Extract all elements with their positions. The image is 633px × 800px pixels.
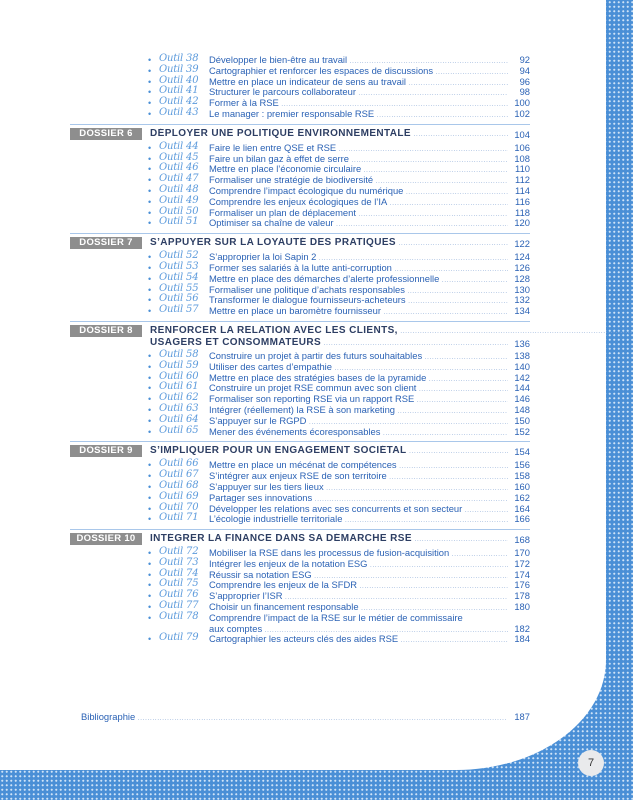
toc-item[interactable]: [70, 490, 530, 504]
toc-item[interactable]: [70, 106, 530, 120]
outil-number: Outil 61: [159, 381, 199, 393]
toc-item[interactable]: [70, 359, 530, 373]
outil-number: Outil 58: [159, 348, 199, 360]
toc-item[interactable]: [70, 260, 530, 274]
toc-item-title: S’appuyer sur les tiers lieux .....: [209, 482, 508, 495]
toc-item-page: 124: [514, 251, 530, 263]
outil-number: Outil 55: [159, 282, 199, 294]
toc-item-title: Formaliser son reporting RSE via un rapport RSE .....: [209, 394, 508, 407]
dossier-title-line2: USAGERS ET CONSOMMATEURS .....: [150, 337, 508, 350]
toc-item[interactable]: [70, 98, 530, 109]
outil-number: Outil 46: [159, 162, 199, 174]
dossier-page: 168: [514, 534, 530, 546]
outil-number: Outil 71: [159, 512, 199, 524]
toc-item-title: Mener des événements écoresponsables .....: [209, 427, 508, 440]
bullet-icon: •: [148, 164, 152, 175]
toc-item-title: Réussir sa notation ESG .....: [209, 570, 508, 583]
toc-item-title: Faire le lien entre QSE et RSE .....: [209, 143, 508, 156]
outil-number: Outil 40: [159, 74, 199, 86]
toc-item-page: 156: [514, 459, 530, 471]
toc-item[interactable]: [70, 460, 530, 471]
dossier-label: DOSSIER 10: [70, 533, 142, 545]
toc-item-page: 110: [515, 163, 530, 175]
toc-item[interactable]: [70, 479, 530, 493]
dossier-heading[interactable]: [70, 445, 530, 460]
bullet-icon: •: [148, 361, 152, 372]
toc-item-title: Mettre en place l’économie circulaire .....: [209, 164, 508, 177]
bullet-icon: •: [148, 207, 152, 218]
toc-item[interactable]: [70, 591, 530, 602]
toc-item-title-continuation: aux comptes .....: [209, 624, 508, 637]
outil-number: Outil 52: [159, 250, 199, 262]
toc-item-title: Intégrer (réellement) la RSE à son marketing .....: [209, 405, 508, 418]
toc-item-page: 144: [514, 382, 530, 394]
section-divider: [70, 441, 530, 442]
dossier-label: DOSSIER 9: [70, 445, 142, 457]
toc-item[interactable]: [70, 63, 530, 77]
toc-item-page: 150: [514, 414, 530, 426]
outil-number: Outil 60: [159, 370, 199, 382]
toc-item-page: 142: [514, 371, 530, 383]
toc-item[interactable]: [70, 370, 530, 384]
dossier-title: RENFORCER LA RELATION AVEC LES CLIENTS, .....: [150, 325, 508, 338]
toc-item[interactable]: [70, 567, 530, 581]
toc-item[interactable]: [70, 580, 530, 591]
dossier-title: S’APPUYER SUR LA LOYAUTÉ DES PRATIQUES .....: [150, 237, 508, 250]
toc-item[interactable]: [70, 471, 530, 482]
dossier-title: DÉPLOYER UNE POLITIQUE ENVIRONNEMENTALE .....: [150, 128, 508, 141]
toc-item-page: 120: [514, 217, 530, 229]
section-divider: [70, 321, 530, 322]
toc-item-title: Mettre en place des stratégies bases de la pyramide .....: [209, 373, 508, 386]
toc-item-title: Formaliser un plan de déplacement .....: [209, 208, 508, 221]
toc-item-title: L’écologie industrielle territoriale .....: [209, 514, 508, 527]
toc-item-title: Partager ses innovations .....: [209, 493, 508, 506]
dossier-label: DOSSIER 7: [70, 237, 142, 249]
dossier-label: DOSSIER 6: [70, 128, 142, 140]
bullet-icon: •: [148, 65, 152, 76]
outil-number: Outil 48: [159, 183, 199, 195]
bullet-icon: •: [148, 108, 152, 119]
bullet-icon: •: [148, 284, 152, 295]
bibliography-label: Bibliographie .....: [81, 711, 506, 724]
toc-item-title: Choisir un financement responsable .....: [209, 602, 508, 615]
toc-item-page: 112: [515, 174, 530, 186]
bullet-icon: •: [148, 252, 152, 263]
toc-item[interactable]: [70, 183, 530, 197]
bullet-icon: •: [148, 426, 152, 437]
outil-number: Outil 51: [159, 216, 199, 228]
bullet-icon: •: [148, 383, 152, 394]
bullet-icon: •: [148, 634, 152, 645]
toc-item[interactable]: [70, 610, 530, 624]
toc-item-title: Comprendre l’impact écologique du numérique .....: [209, 186, 508, 199]
toc-item[interactable]: [70, 383, 530, 394]
toc-item[interactable]: [70, 164, 530, 175]
outil-number: Outil 38: [159, 53, 199, 64]
section-divider: [70, 124, 530, 125]
toc-item[interactable]: [70, 271, 530, 285]
toc-item-page: 160: [514, 480, 530, 492]
bullet-icon: •: [148, 471, 152, 482]
toc-item-title: Comprendre les enjeux de la SFDR .....: [209, 580, 508, 593]
toc-item-continuation[interactable]: [70, 624, 530, 635]
toc-item-page: 106: [514, 141, 530, 153]
toc-item[interactable]: [70, 348, 530, 362]
toc-item-title: Former à la RSE .....: [209, 98, 508, 111]
toc-item-page: 108: [514, 152, 530, 164]
bullet-icon: •: [148, 460, 152, 471]
outil-number: Outil 57: [159, 304, 199, 316]
bullet-icon: •: [148, 558, 152, 569]
toc-item-page: 94: [519, 64, 530, 76]
toc-item-page: 170: [514, 547, 530, 559]
outil-number: Outil 49: [159, 194, 199, 206]
bullet-icon: •: [148, 55, 152, 65]
toc-item-page: 184: [514, 633, 530, 645]
toc-item-page: 162: [514, 491, 530, 503]
toc-item-title: Construire un projet RSE commun avec son client .....: [209, 383, 508, 396]
toc-item-page: 174: [514, 568, 530, 580]
outil-number: Outil 70: [159, 501, 199, 513]
dossier-heading[interactable]: [70, 533, 530, 548]
dossier-page: 136: [514, 337, 530, 349]
toc-item-page: 140: [514, 360, 530, 372]
outil-number: Outil 66: [159, 458, 199, 470]
bullet-icon: •: [148, 492, 152, 503]
toc-item-title: Comprendre les enjeux écologiques de l’IA .....: [209, 197, 508, 210]
table-of-contents: [70, 55, 530, 645]
bullet-icon: •: [148, 142, 152, 153]
toc-item-title: Développer le bien-être au travail .....: [209, 55, 508, 68]
toc-item[interactable]: [70, 413, 530, 427]
toc-item-page: 134: [514, 305, 530, 317]
toc-item[interactable]: [70, 295, 530, 306]
bullet-icon: •: [148, 415, 152, 426]
toc-item[interactable]: [70, 394, 530, 405]
toc-item[interactable]: [70, 602, 530, 613]
toc-item-page: 128: [514, 272, 530, 284]
outil-number: Outil 41: [159, 85, 199, 97]
toc-item[interactable]: [70, 74, 530, 88]
dossier-heading[interactable]: [70, 128, 530, 143]
toc-item-title: Structurer le parcours collaborateur .....: [209, 87, 508, 100]
toc-item-title: Le manager : premier responsable RSE .....: [209, 109, 508, 122]
toc-item[interactable]: [70, 140, 530, 154]
toc-item-page: 182: [514, 622, 530, 634]
dossier-heading[interactable]: [70, 325, 530, 351]
bullet-icon: •: [148, 394, 152, 405]
outil-number: Outil 79: [159, 632, 199, 644]
outil-number: Outil 56: [159, 293, 199, 305]
page-number: 7: [578, 750, 604, 776]
outil-number: Outil 44: [159, 140, 199, 152]
toc-item-page: 114: [515, 184, 530, 196]
bullet-icon: •: [148, 503, 152, 514]
dossier-page: 122: [514, 238, 530, 250]
bullet-icon: •: [148, 153, 152, 164]
toc-item-title: Formaliser une politique d’achats responsables .....: [209, 285, 508, 298]
outil-number: Outil 45: [159, 151, 199, 163]
toc-item-title: Cartographier et renforcer les espaces de discussions .....: [209, 66, 508, 79]
toc-item-title: Faire un bilan gaz à effet de serre .....: [209, 154, 508, 167]
toc-item-page: 152: [514, 425, 530, 437]
toc-item-page: 126: [514, 261, 530, 273]
bullet-icon: •: [148, 87, 152, 98]
toc-item[interactable]: [70, 87, 530, 98]
toc-item-page: 172: [514, 557, 530, 569]
toc-item[interactable]: [70, 424, 530, 438]
dossier-page: 104: [514, 128, 530, 140]
outil-number: Outil 74: [159, 567, 199, 579]
toc-item-title: Mettre en place un mécénat de compétences .....: [209, 460, 508, 473]
outil-number: Outil 73: [159, 556, 199, 568]
bibliography-page: 187: [514, 711, 530, 722]
bullet-icon: •: [148, 218, 152, 229]
toc-item[interactable]: [70, 306, 530, 317]
dossier-title: S’IMPLIQUER POUR UN ENGAGEMENT SOCIÉTAL .....: [150, 445, 508, 458]
toc-item-title: Transformer le dialogue fournisseurs-acheteurs .....: [209, 295, 508, 308]
bullet-icon: •: [148, 481, 152, 492]
section-divider: [70, 529, 530, 530]
toc-item-page: 118: [515, 206, 530, 218]
bullet-icon: •: [148, 514, 152, 525]
outil-number: Outil 65: [159, 424, 199, 436]
toc-item-page: 98: [519, 86, 530, 98]
bullet-icon: •: [148, 76, 152, 87]
bullet-icon: •: [148, 372, 152, 383]
outil-number: Outil 62: [159, 392, 199, 404]
bullet-icon: •: [148, 306, 152, 317]
toc-item-title: Développer les relations avec ses concurrents et son secteur .....: [209, 504, 508, 517]
toc-item-page: 146: [514, 393, 530, 405]
outil-number: Outil 53: [159, 260, 199, 272]
toc-item-title: S’intégrer aux enjeux RSE de son territoire .....: [209, 471, 508, 484]
bullet-icon: •: [148, 350, 152, 361]
bullet-icon: •: [148, 175, 152, 186]
toc-item-page: 164: [514, 502, 530, 514]
toc-item-title: Mettre en place un baromètre fournisseur .....: [209, 306, 508, 319]
toc-item-page: 130: [514, 283, 530, 295]
toc-item[interactable]: [70, 151, 530, 165]
outil-number: Outil 67: [159, 469, 199, 481]
toc-item-page: 96: [519, 75, 530, 87]
dossier-title: INTÉGRER LA FINANCE DANS SA DÉMARCHE RSE .....: [150, 533, 508, 546]
outil-number: Outil 59: [159, 359, 199, 371]
toc-item[interactable]: [70, 218, 530, 229]
outil-number: Outil 69: [159, 490, 199, 502]
outil-number: Outil 39: [159, 63, 199, 75]
toc-item-title: Intégrer les enjeux de la notation ESG .....: [209, 559, 508, 572]
toc-item-title: Comprendre l’impact de la RSE sur le métier de commissaire: [209, 612, 463, 623]
toc-item-page: 132: [514, 294, 530, 306]
bullet-icon: •: [148, 295, 152, 306]
toc-item[interactable]: [70, 55, 530, 66]
bullet-icon: •: [148, 185, 152, 196]
toc-item-title: Construire un projet à partir des futurs souhaitables .....: [209, 351, 508, 364]
toc-item-page: 148: [514, 403, 530, 415]
dossier-heading[interactable]: [70, 237, 530, 252]
toc-item[interactable]: [70, 548, 530, 559]
toc-item-page: 178: [514, 590, 530, 602]
bullet-icon: •: [148, 580, 152, 591]
toc-item-title: Mettre en place des démarches d’alerte professionnelle .....: [209, 274, 508, 287]
toc-item-page: 92: [519, 54, 530, 65]
toc-item[interactable]: [70, 501, 530, 515]
bullet-icon: •: [148, 612, 152, 623]
toc-item[interactable]: [70, 194, 530, 208]
toc-item-page: 180: [514, 601, 530, 613]
toc-item-title: Mettre en place un indicateur de sens au travail .....: [209, 77, 508, 90]
outil-number: Outil 75: [159, 578, 199, 590]
dossier-page: 154: [514, 446, 530, 458]
toc-item-page: 176: [514, 579, 530, 591]
section-divider: [70, 233, 530, 234]
toc-item-page: 102: [514, 107, 530, 119]
bullet-icon: •: [148, 262, 152, 273]
toc-item-page: 138: [514, 349, 530, 361]
toc-item[interactable]: [70, 402, 530, 416]
outil-number: Outil 78: [159, 610, 199, 622]
toc-item[interactable]: [70, 175, 530, 186]
toc-item[interactable]: [70, 556, 530, 570]
toc-item[interactable]: [70, 205, 530, 219]
outil-number: Outil 54: [159, 271, 199, 283]
toc-item-title: S’approprier la loi Sapin 2 .....: [209, 252, 508, 265]
toc-item[interactable]: [70, 282, 530, 296]
toc-item-title: Formaliser une stratégie de biodiversité .....: [209, 175, 508, 188]
toc-item-title: Utiliser des cartes d’empathie .....: [209, 362, 508, 375]
toc-item-title: Optimiser sa chaîne de valeur .....: [209, 218, 508, 231]
toc-item-page: 158: [514, 470, 530, 482]
toc-item-title: Mobiliser la RSE dans les processus de fusion-acquisition .....: [209, 548, 508, 561]
toc-item-page: 100: [514, 97, 530, 109]
bullet-icon: •: [148, 548, 152, 559]
outil-number: Outil 76: [159, 589, 199, 601]
bullet-icon: •: [148, 591, 152, 602]
outil-number: Outil 63: [159, 402, 199, 414]
outil-number: Outil 68: [159, 479, 199, 491]
toc-item-title: S’approprier l’ISR .....: [209, 591, 508, 604]
bullet-icon: •: [148, 404, 152, 415]
bullet-icon: •: [148, 273, 152, 284]
toc-item-title: Former ses salariés à la lutte anti-corruption .....: [209, 263, 508, 276]
bullet-icon: •: [148, 602, 152, 613]
toc-item[interactable]: [70, 252, 530, 263]
toc-item-title: Cartographier les acteurs clés des aides RSE .....: [209, 634, 508, 647]
outil-number: Outil 42: [159, 96, 199, 108]
toc-item[interactable]: [70, 514, 530, 525]
toc-item[interactable]: [70, 634, 530, 645]
toc-item-page: 116: [515, 195, 530, 207]
outil-number: Outil 64: [159, 413, 199, 425]
outil-number: Outil 72: [159, 546, 199, 558]
outil-number: Outil 47: [159, 173, 199, 185]
dossier-label: DOSSIER 8: [70, 325, 142, 337]
toc-item-title: S’appuyer sur le RGPD .....: [209, 416, 508, 429]
bullet-icon: •: [148, 196, 152, 207]
bullet-icon: •: [148, 98, 152, 109]
outil-number: Outil 43: [159, 106, 199, 118]
bullet-icon: •: [148, 569, 152, 580]
outil-number: Outil 77: [159, 600, 199, 612]
outil-number: Outil 50: [159, 205, 199, 217]
toc-item-page: 166: [514, 513, 530, 525]
